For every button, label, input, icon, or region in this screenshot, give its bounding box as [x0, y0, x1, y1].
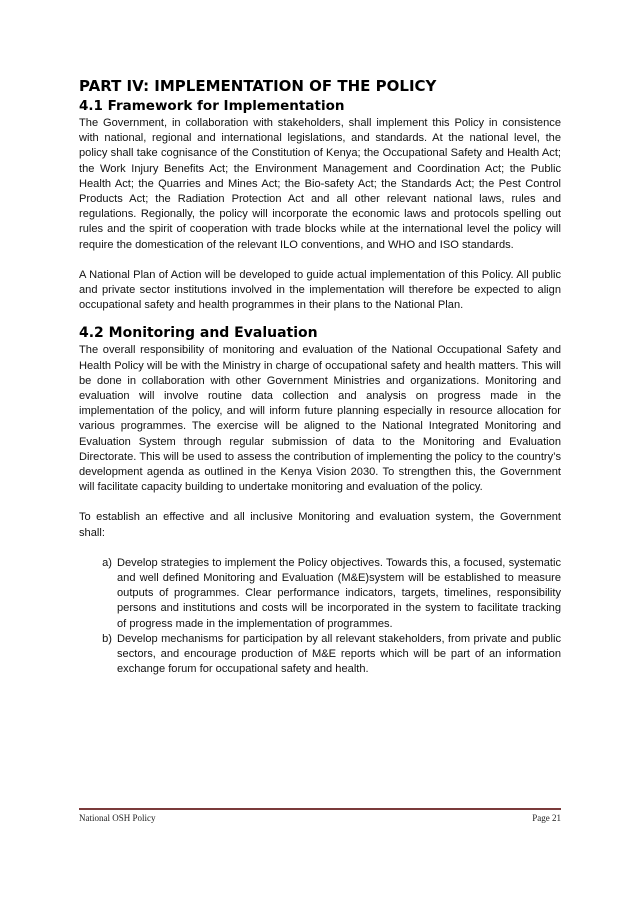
part-title: PART IV: IMPLEMENTATION OF THE POLICY	[79, 77, 437, 95]
page-content	[79, 76, 561, 678]
section-4-1-paragraph-1: The Government, in collaboration with stakeholders, shall implement this Policy in consistence with national, regional and international legislations, and standards. At the national level, the policy shall take cognisance of the Constitution of Kenya; the Occupational Safety and Health Act; the Work Injury Benefits Act; the Environment Management and Coordination Act; the Public Health Act; the Quarries and Mines Act; the Bio-safety Act; the Standards Act; the Pest Control Products Act; the Radiation Protection Act and all other relevant national laws, rules and regulations. Regionally, the policy will incorporate the economic laws and protocols spelling out rules and the spirit of cooperation with trade blocks while at the international level the policy will require the domestication of the relevant ILO conventions, and WHO and ISO standards.	[79, 117, 561, 251]
government-actions-list	[79, 556, 561, 678]
section-4-1-heading: 4.1 Framework for Implementation	[79, 98, 345, 114]
list-item-text: Develop strategies to implement the Policy objectives. Towards this, a focused, systematic and well defined Monitoring and Evaluation (M&E)system will be established to measure outputs of programmes. Clear performance indicators, targets, timelines, responsibility persons and institutions and costs will be incorporated in the system to facilitate tracking of progress made in the implementation of programmes.	[117, 556, 561, 630]
list-item	[79, 556, 561, 632]
list-item	[79, 632, 561, 678]
section-4-2-heading: 4.2 Monitoring and Evaluation	[79, 325, 318, 342]
footer-document-title: National OSH Policy	[79, 813, 156, 823]
section-4-2-paragraph-1: The overall responsibility of monitoring and evaluation of the National Occupational Safety and Health Policy will be with the Ministry in charge of occupational safety and health matters. This will be done in collaboration with other Government Ministries and organizations. Monitoring and evaluation will involve routine data collection and analysis on progress made in the implementation of the policy, and will inform future planning especially in resource allocation for various programmes. The exercise will be aligned to the National Integrated Monitoring and Evaluation System through regular submission of data to the Monitoring and Evaluation Directorate. This will be used to assess the contribution of implementing the policy to the country’s development agenda as outlined in the Kenya Vision 2030. To strengthen this, the Government will facilitate capacity building to undertake monitoring and evaluation of the policy.	[79, 344, 561, 494]
list-marker: a)	[102, 556, 112, 569]
section-4-2-paragraph-2: To establish an effective and all inclusive Monitoring and evaluation system, the Government shall:	[79, 511, 561, 539]
list-marker: b)	[102, 632, 112, 645]
list-item-text: Develop mechanisms for participation by all relevant stakeholders, from private and public sectors, and encourage production of M&E reports which will be part of an information exchange forum for occupational safety and health.	[117, 632, 561, 676]
section-4-1-paragraph-2: A National Plan of Action will be developed to guide actual implementation of this Policy. All public and private sector institutions involved in the implementation will therefore be expected to align occupational safety and health programmes in their plans to the National Plan.	[79, 268, 561, 312]
footer-page-number: Page 21	[532, 813, 561, 823]
footer-divider	[79, 808, 561, 810]
